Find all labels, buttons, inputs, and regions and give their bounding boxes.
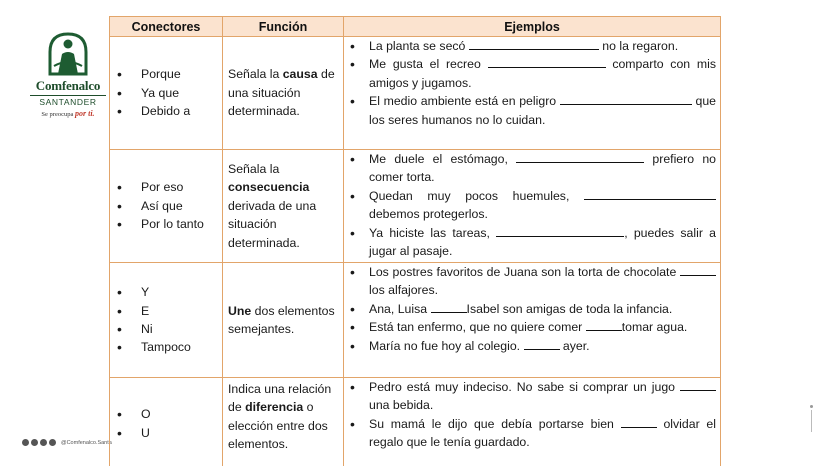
function-text: o elección entre dos elementos.	[228, 400, 328, 452]
connectors-cell	[110, 150, 223, 263]
connector-item: • U	[116, 424, 222, 442]
function-text: derivada de una situación determinada.	[228, 198, 317, 250]
blank-line[interactable]	[560, 94, 692, 105]
example-item: • Ya hiciste las tareas, , puedes salir a jugar al pasaje.	[350, 224, 716, 261]
blank-line[interactable]	[621, 417, 657, 428]
brand-name: Comfenalco	[35, 78, 101, 93]
examples-cell	[344, 378, 721, 466]
function-cell	[223, 378, 344, 466]
function-keyword: Une	[228, 303, 252, 318]
table-row	[110, 263, 721, 378]
example-item: • La planta se secó no la regaron.	[350, 37, 716, 55]
function-text: Señala la	[228, 161, 280, 176]
blank-line[interactable]	[469, 39, 599, 50]
social-handle: @Comfenalco.Santa	[61, 439, 112, 446]
connector-item: • Por eso	[116, 178, 222, 196]
example-item: • Ana, Luisa Isabel son amigas de toda la infancia.	[350, 300, 716, 318]
connector-item: • E	[116, 302, 222, 320]
table-row	[110, 150, 721, 263]
blank-line[interactable]	[488, 57, 606, 68]
blank-line[interactable]	[516, 152, 644, 163]
facebook-icon[interactable]	[49, 439, 56, 446]
header-function: Función	[223, 17, 344, 37]
blank-line[interactable]	[524, 339, 560, 350]
connector-item: • Porque	[116, 65, 222, 83]
function-keyword: causa	[282, 67, 318, 82]
example-item: • Está tan enfermo, que no quiere comer tomar agua.	[350, 318, 716, 336]
connector-item: • Así que	[116, 197, 222, 215]
connectors-cell	[110, 378, 223, 466]
example-item: • Quedan muy pocos huemules, debemos protegerlos.	[350, 187, 716, 224]
table-row	[110, 378, 721, 466]
table-header-row	[110, 17, 721, 37]
function-text: de una situación determinada.	[228, 67, 335, 119]
examples-cell	[344, 37, 721, 150]
example-item: • Me duele el estómago, prefiero no comer torta.	[350, 150, 716, 187]
logo-emblem-icon	[46, 30, 90, 76]
brand-logo	[30, 30, 106, 118]
example-item: • El medio ambiente está en peligro que los seres humanos no lo cuidan.	[350, 92, 716, 129]
brand-region: SANTANDER	[30, 95, 106, 107]
blank-line[interactable]	[586, 320, 622, 331]
example-item: • Los postres favoritos de Juana son la torta de chocolate los alfajores.	[350, 263, 716, 300]
header-examples: Ejemplos	[344, 17, 721, 37]
blank-line[interactable]	[680, 265, 716, 276]
edge-mark-icon	[810, 405, 814, 445]
blank-line[interactable]	[431, 302, 467, 313]
connector-item: • Por lo tanto	[116, 215, 222, 233]
table-row	[110, 37, 721, 150]
examples-cell	[344, 150, 721, 263]
social-links	[22, 439, 112, 446]
blank-line[interactable]	[584, 189, 716, 200]
function-keyword: consecuencia	[228, 180, 310, 195]
examples-cell	[344, 263, 721, 378]
function-text: dos elementos semejantes.	[228, 303, 335, 336]
tagline-start: Se preocupa	[41, 111, 74, 118]
function-text: Señala la	[228, 67, 283, 82]
example-item: • Su mamá le dijo que debía portarse bien olvidar el regalo que le tenía guardado.	[350, 415, 716, 452]
function-cell	[223, 150, 344, 263]
example-item: • Me gusta el recreo comparto con mis amigos y jugamos.	[350, 55, 716, 92]
blank-line[interactable]	[496, 226, 624, 237]
header-connectors: Conectores	[110, 17, 223, 37]
blank-line[interactable]	[680, 380, 716, 391]
connector-item: • Tampoco	[116, 338, 222, 356]
function-cell	[223, 37, 344, 150]
example-item: • Pedro está muy indeciso. No sabe si comprar un jugo una bebida.	[350, 378, 716, 415]
tagline-emphasis: por ti.	[75, 109, 95, 118]
instagram-icon[interactable]	[22, 439, 29, 446]
connector-item: • Y	[116, 283, 222, 301]
connectors-cell	[110, 37, 223, 150]
example-item: • María no fue hoy al colegio. ayer.	[350, 337, 716, 355]
connectors-table	[109, 16, 721, 466]
brand-tagline	[30, 109, 106, 118]
function-keyword: diferencia	[245, 400, 304, 415]
connector-item: • O	[116, 405, 222, 423]
function-cell	[223, 263, 344, 378]
youtube-icon[interactable]	[40, 439, 47, 446]
twitter-icon[interactable]	[31, 439, 38, 446]
function-text: Indica una relación de	[228, 382, 332, 415]
connector-item: • Ya que	[116, 84, 222, 102]
connector-item: • Debido a	[116, 102, 222, 120]
connectors-cell	[110, 263, 223, 378]
connector-item: • Ni	[116, 320, 222, 338]
